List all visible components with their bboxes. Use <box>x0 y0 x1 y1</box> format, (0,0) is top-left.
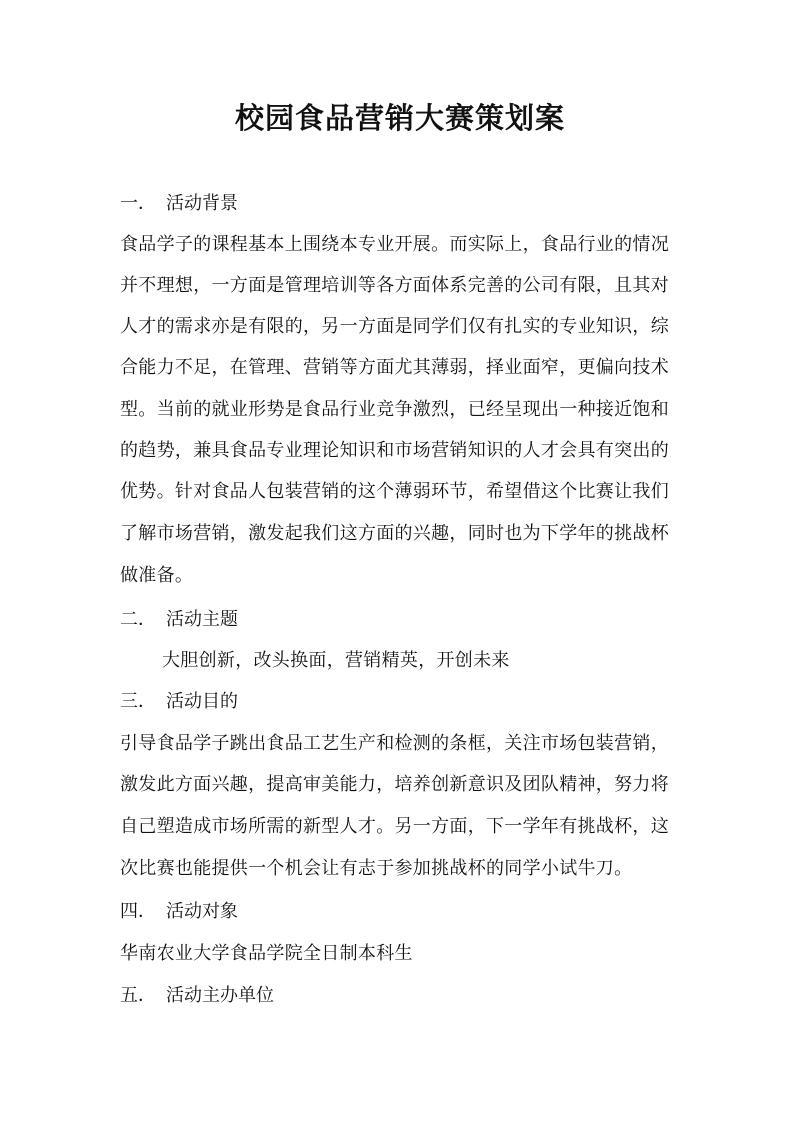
section-number: 四． <box>120 901 156 922</box>
section-heading-text: 活动对象 <box>166 901 238 922</box>
paragraph-line: 华南农业大学食品学院全日制本科生 <box>120 943 413 964</box>
paragraph-line: 激发此方面兴趣，提高审美能力，培养创新意识及团队精神，努力将 <box>120 774 669 795</box>
paragraph-line: 的趋势，兼具食品专业理论知识和市场营销知识的人才会具有突出的 <box>120 440 669 461</box>
section-number: 一． <box>120 193 156 214</box>
section-number: 三． <box>120 691 156 712</box>
paragraph-line: 型。当前的就业形势是食品行业竞争激烈，已经呈现出一种接近饱和 <box>120 399 669 420</box>
paragraph-line: 优势。针对食品人包装营销的这个薄弱环节，希望借这个比赛让我们 <box>120 481 669 502</box>
paragraph-line: 食品学子的课程基本上围绕本专业开展。而实际上，食品行业的情况 <box>120 234 669 255</box>
section-number: 五． <box>120 985 156 1006</box>
paragraph-line: 了解市场营销，激发起我们这方面的兴趣，同时也为下学年的挑战杯 <box>120 523 669 544</box>
paragraph-line: 并不理想，一方面是管理培训等各方面体系完善的公司有限，且其对 <box>120 275 669 296</box>
paragraph-line: 次比赛也能提供一个机会让有志于参加挑战杯的同学小试牛刀。 <box>120 858 633 879</box>
paragraph-line: 合能力不足，在管理、营销等方面尤其薄弱，择业面窄，更偏向技术 <box>120 357 669 378</box>
paragraph-line: 做准备。 <box>120 565 194 586</box>
document-title: 校园食品营销大赛策划案 <box>234 101 565 135</box>
paragraph-line: 自己塑造成市场所需的新型人才。另一方面，下一学年有挑战杯，这 <box>120 816 669 837</box>
section-heading-text: 活动主题 <box>166 609 238 630</box>
section-heading-text: 活动背景 <box>166 193 238 214</box>
section-number: 二． <box>120 609 156 630</box>
section-heading-purpose <box>120 689 238 715</box>
section-heading-theme <box>120 607 238 633</box>
section-heading-organizer <box>120 983 274 1009</box>
section-heading-audience <box>120 899 238 925</box>
theme-slogan: 大胆创新，改头换面，营销精英，开创未来 <box>162 650 510 671</box>
section-heading-text: 活动主办单位 <box>166 985 274 1006</box>
paragraph-line: 引导食品学子跳出食品工艺生产和检测的条框，关注市场包装营销， <box>120 733 669 754</box>
section-heading-background <box>120 191 238 217</box>
section-heading-text: 活动目的 <box>166 691 238 712</box>
paragraph-line: 人才的需求亦是有限的，另一方面是同学们仅有扎实的专业知识，综 <box>120 316 669 337</box>
